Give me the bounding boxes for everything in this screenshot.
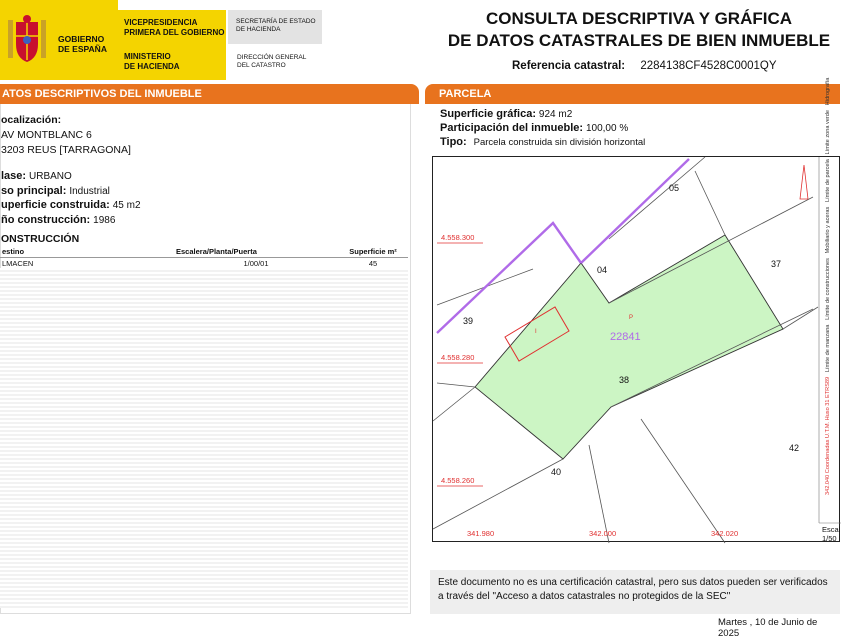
y-label-2: 4.558.280 — [441, 353, 475, 362]
clase-label: lase: — [1, 170, 27, 182]
ref-label: Referencia catastral: — [512, 60, 626, 72]
superficie-value: 45 m2 — [112, 200, 141, 211]
clase-value: URBANO — [29, 171, 72, 182]
vicepresidencia-line1: VICEPRESIDENCIA — [124, 18, 198, 27]
uso-label: so principal: — [1, 185, 67, 197]
disclaimer-text: Este documento no es una certificación catastral, pero sus datos pueden ser verificados a través del "Acceso a datos catastrales no protegidos de la SEC" — [438, 577, 828, 602]
uso-value: Industrial — [69, 186, 110, 197]
datos-section-bar — [0, 84, 419, 104]
parcela-section-title: PARCELA — [439, 88, 492, 100]
parcel-number-37: 37 — [771, 259, 782, 269]
legend-item: Límite de parcela — [825, 159, 831, 203]
sup-grafica-label: Superficie gráfica: — [440, 108, 536, 120]
cell-destino: LMACEN — [2, 259, 34, 268]
participacion-row — [440, 122, 628, 135]
x-label-2: 342.000 — [589, 529, 617, 538]
sup-grafica-row — [440, 108, 572, 121]
cell-escalera: 1/00/01 — [243, 259, 269, 268]
ministerio-line1: MINISTERIO — [124, 52, 171, 61]
participacion-label: Participación del inmueble: — [440, 122, 584, 134]
title-line1: CONSULTA DESCRIPTIVA Y GRÁFICA — [485, 9, 793, 28]
construccion-title: ONSTRUCCIÓN — [1, 233, 80, 245]
gov-name-line1: GOBIERNO — [58, 34, 105, 44]
title-line2: DE DATOS CATASTRALES DE BIEN INMUEBLE — [447, 31, 831, 50]
legend-item: Mobiliario y aceras — [825, 206, 831, 254]
direccion-line2: DEL CATASTRO — [237, 62, 286, 69]
legend-item: Límite de construcciones — [825, 258, 831, 320]
coordinate-ticks — [437, 243, 483, 486]
legend-item: Hidrografía — [825, 77, 831, 106]
legend-item: Límite de manzana — [825, 324, 831, 373]
datos-section-title: ATOS DESCRIPTIVOS DEL INMUEBLE — [2, 88, 202, 100]
col-superficie: Superficie m² — [338, 246, 408, 258]
superficie-label: uperficie construida: — [1, 199, 110, 211]
document-date: Martes , 10 de Junio de 2025 — [718, 617, 818, 639]
ref-value: 2284138CF4528C0001QY — [640, 60, 777, 72]
x-label-1: 341.980 — [467, 529, 495, 538]
secretaria-block — [228, 10, 322, 44]
parcel-number-39: 39 — [463, 316, 474, 326]
parcel-number-42: 42 — [789, 443, 800, 453]
direccion-line1: DIRECCIÓN GENERAL — [237, 54, 307, 61]
col-escalera: Escalera/Planta/Puerta — [174, 246, 338, 258]
anio-value: 1986 — [93, 215, 116, 226]
disclaimer-notice — [430, 570, 840, 614]
parcel-number-04: 04 — [597, 265, 608, 275]
y-label-1: 4.558.300 — [441, 233, 475, 242]
ministry-block — [118, 10, 226, 80]
parcel-number-40: 40 — [551, 467, 562, 477]
x-label-3: 342.020 — [711, 529, 739, 538]
address-line1: AV MONTBLANC 6 — [1, 129, 92, 141]
gobierno-logo-block — [0, 0, 118, 80]
parcel-polygon — [475, 235, 783, 459]
legend-item: Límite zona verde — [825, 109, 831, 155]
anio-row — [1, 214, 115, 227]
coat-of-arms-icon — [4, 14, 50, 66]
sup-grafica-value: 924 m2 — [538, 109, 573, 120]
gov-name-line2: DE ESPAÑA — [58, 44, 107, 54]
scale-box — [822, 525, 840, 543]
cell-superficie: 45 — [368, 259, 378, 268]
table-header-row — [0, 246, 408, 258]
p-mark: P — [629, 315, 634, 321]
parcel-map-svg — [433, 157, 841, 543]
cadastral-id-label: 22841 — [610, 331, 641, 343]
tipo-row — [440, 136, 645, 149]
coordinates-note: 342.040 Coordenadas U.T.M. Huso 31 ETRS89 — [825, 376, 831, 495]
parcela-section-bar — [425, 84, 840, 104]
localizacion-label: ocalización: — [1, 114, 62, 126]
table-empty-rows — [0, 268, 408, 608]
tipo-label: Tipo: — [440, 136, 467, 148]
parcel-number-05: 05 — [669, 183, 680, 193]
superficie-row — [1, 199, 141, 212]
direccion-block — [237, 54, 306, 70]
construccion-table — [0, 246, 408, 269]
map-legend — [825, 77, 831, 495]
ministerio-line2: DE HACIENDA — [124, 61, 180, 71]
anio-label: ño construcción: — [1, 214, 91, 226]
page-title — [430, 8, 848, 52]
building-mark: I — [535, 329, 537, 335]
address-line2: 3203 REUS [TARRAGONA] — [1, 144, 131, 156]
secretaria-line2: DE HACIENDA — [236, 26, 281, 33]
parcela-info — [425, 104, 840, 156]
y-label-3: 4.558.260 — [441, 476, 475, 485]
north-arrow-icon — [800, 165, 808, 199]
participacion-value: 100,00 % — [585, 123, 629, 134]
col-destino: estino — [0, 246, 174, 258]
scale-value: 1/50 — [822, 534, 837, 543]
vicepresidencia-line2: PRIMERA DEL GOBIERNO — [124, 27, 225, 37]
scale-label: Escal — [822, 525, 841, 534]
tipo-value: Parcela construida sin división horizontal — [473, 137, 646, 148]
referencia-catastral — [512, 60, 777, 72]
secretaria-line1: SECRETARÍA DE ESTADO — [236, 18, 316, 25]
parcel-number-38: 38 — [619, 375, 630, 385]
clase-row — [1, 170, 72, 183]
uso-row — [1, 185, 110, 198]
